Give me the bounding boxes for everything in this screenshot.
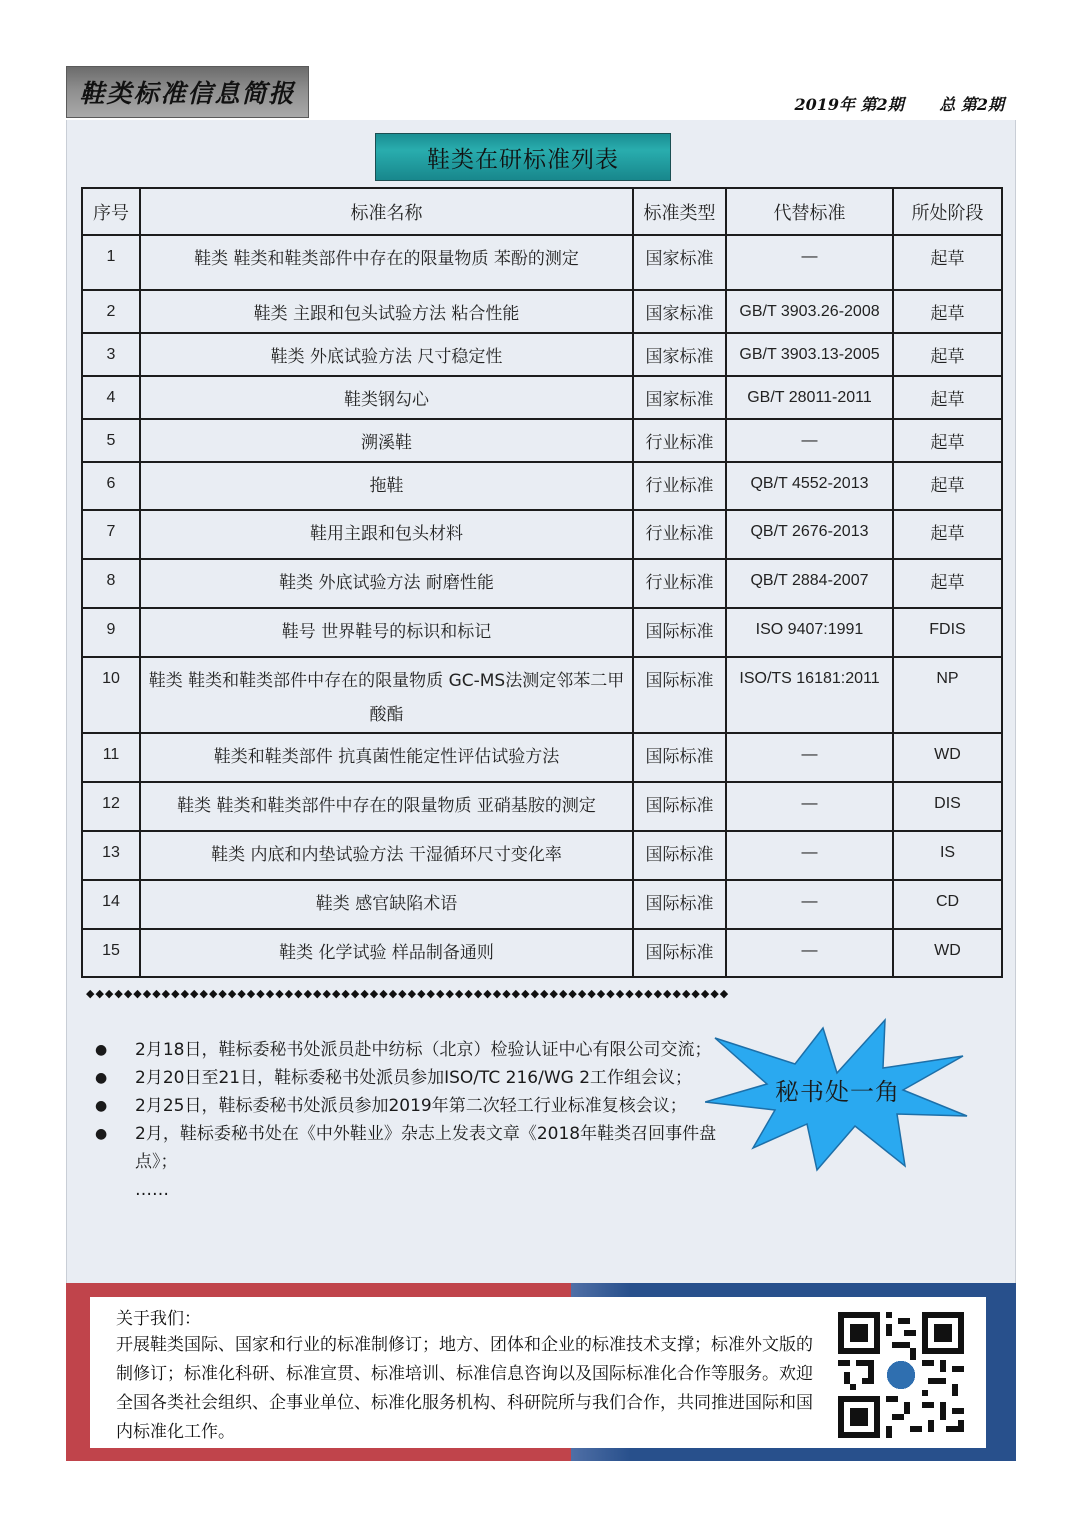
row-name: 鞋类 鞋类和鞋类部件中存在的限量物质 亚硝基胺的测定 bbox=[140, 782, 633, 831]
row-no: 3 bbox=[82, 333, 140, 376]
row-no: 13 bbox=[82, 831, 140, 880]
table-title: 鞋类在研标准列表 bbox=[375, 133, 671, 181]
note-text: 2月，鞋标委秘书处在《中外鞋业》杂志上发表文章《2018年鞋类召回事件盘点》； bbox=[135, 1124, 717, 1172]
notes-ellipsis: …… bbox=[135, 1180, 169, 1200]
table-row bbox=[82, 559, 1002, 608]
column-header-name: 标准名称 bbox=[140, 188, 633, 235]
row-name: 鞋类 化学试验 样品制备通则 bbox=[140, 929, 633, 977]
row-replaces: — bbox=[726, 235, 893, 290]
row-stage: 起草 bbox=[893, 290, 1002, 333]
row-no: 15 bbox=[82, 929, 140, 977]
row-type: 行业标准 bbox=[633, 462, 726, 510]
row-no: 9 bbox=[82, 608, 140, 657]
row-replaces: — bbox=[726, 880, 893, 929]
table-row bbox=[82, 733, 1002, 782]
table-row bbox=[82, 831, 1002, 880]
row-type: 行业标准 bbox=[633, 510, 726, 559]
note-text: 2月18日，鞋标委秘书处派员赴中纺标（北京）检验认证中心有限公司交流； bbox=[135, 1040, 712, 1060]
row-name: 鞋类 鞋类和鞋类部件中存在的限量物质 GC-MS法测定邻苯二甲酸酯 bbox=[140, 657, 633, 733]
row-no: 1 bbox=[82, 235, 140, 290]
row-replaces: GB/T 3903.13-2005 bbox=[726, 333, 893, 376]
row-type: 国家标准 bbox=[633, 376, 726, 419]
table-row bbox=[82, 290, 1002, 333]
about-body: 开展鞋类国际、国家和行业的标准制修订；地方、团体和企业的标准技术支撑；标准外文版的制修订；标准化科研、标准宣贯、标准培训、标准信息咨询以及国际标准化合作等服务。欢迎全国各类社会组织、企事业单位、标准化服务机构、科研院所与我们合作，共同推进国际和国内标准化工作。 bbox=[116, 1335, 813, 1442]
row-stage: 起草 bbox=[893, 559, 1002, 608]
row-name: 鞋类 鞋类和鞋类部件中存在的限量物质 苯酚的测定 bbox=[140, 235, 633, 290]
row-replaces: — bbox=[726, 929, 893, 977]
table-row bbox=[82, 782, 1002, 831]
diamond-divider: ◆◆◆◆◆◆◆◆◆◆◆◆◆◆◆◆◆◆◆◆◆◆◆◆◆◆◆◆◆◆◆◆◆◆◆◆◆◆◆◆◆◆◆◆◆◆◆◆◆◆◆◆◆◆◆◆◆◆◆◆◆◆◆◆◆◆◆◆ bbox=[86, 987, 730, 1000]
row-stage: 起草 bbox=[893, 376, 1002, 419]
row-replaces: GB/T 28011-2011 bbox=[726, 376, 893, 419]
row-no: 12 bbox=[82, 782, 140, 831]
row-stage: DIS bbox=[893, 782, 1002, 831]
masthead bbox=[66, 66, 309, 118]
list-item bbox=[95, 1036, 725, 1064]
qr-logo bbox=[885, 1359, 916, 1390]
row-replaces: QB/T 2676-2013 bbox=[726, 510, 893, 559]
row-type: 国家标准 bbox=[633, 290, 726, 333]
row-name: 拖鞋 bbox=[140, 462, 633, 510]
row-name: 溯溪鞋 bbox=[140, 419, 633, 462]
table-row bbox=[82, 657, 1002, 733]
row-replaces: QB/T 2884-2007 bbox=[726, 559, 893, 608]
row-no: 2 bbox=[82, 290, 140, 333]
row-no: 8 bbox=[82, 559, 140, 608]
table-row bbox=[82, 462, 1002, 510]
row-replaces: — bbox=[726, 782, 893, 831]
row-replaces: GB/T 3903.26-2008 bbox=[726, 290, 893, 333]
row-name: 鞋类 内底和内垫试验方法 干湿循环尺寸变化率 bbox=[140, 831, 633, 880]
row-no: 7 bbox=[82, 510, 140, 559]
row-replaces: ISO/TS 16181:2011 bbox=[726, 657, 893, 733]
issue-number: 2019年 第2期 bbox=[794, 95, 904, 114]
row-type: 行业标准 bbox=[633, 419, 726, 462]
row-stage: NP bbox=[893, 657, 1002, 733]
row-stage: 起草 bbox=[893, 419, 1002, 462]
list-item bbox=[95, 1064, 725, 1092]
table-row bbox=[82, 333, 1002, 376]
column-header-stage: 所处阶段 bbox=[893, 188, 1002, 235]
row-no: 5 bbox=[82, 419, 140, 462]
row-stage: WD bbox=[893, 929, 1002, 977]
row-no: 14 bbox=[82, 880, 140, 929]
row-type: 国际标准 bbox=[633, 782, 726, 831]
row-stage: CD bbox=[893, 880, 1002, 929]
table-row bbox=[82, 929, 1002, 977]
bullet-icon: ● bbox=[95, 1126, 108, 1142]
row-no: 10 bbox=[82, 657, 140, 733]
about-heading: 关于我们： bbox=[116, 1309, 201, 1329]
row-stage: 起草 bbox=[893, 333, 1002, 376]
note-text: 2月20日至21日，鞋标委秘书处派员参加ISO/TC 216/WG 2工作组会议； bbox=[135, 1068, 693, 1088]
table-row bbox=[82, 235, 1002, 290]
bullet-icon: ● bbox=[95, 1098, 108, 1114]
row-replaces: — bbox=[726, 733, 893, 782]
table-row bbox=[82, 608, 1002, 657]
row-name: 鞋类和鞋类部件 抗真菌性能定性评估试验方法 bbox=[140, 733, 633, 782]
bullet-icon: ● bbox=[95, 1042, 108, 1058]
row-type: 国家标准 bbox=[633, 235, 726, 290]
column-header-replaces: 代替标准 bbox=[726, 188, 893, 235]
row-stage: IS bbox=[893, 831, 1002, 880]
row-type: 国际标准 bbox=[633, 608, 726, 657]
row-stage: FDIS bbox=[893, 608, 1002, 657]
row-replaces: ISO 9407:1991 bbox=[726, 608, 893, 657]
row-name: 鞋类钢勾心 bbox=[140, 376, 633, 419]
row-stage: WD bbox=[893, 733, 1002, 782]
row-type: 行业标准 bbox=[633, 559, 726, 608]
row-replaces: — bbox=[726, 419, 893, 462]
column-header-type: 标准类型 bbox=[633, 188, 726, 235]
table-header-row bbox=[82, 188, 1002, 235]
row-name: 鞋用主跟和包头材料 bbox=[140, 510, 633, 559]
row-name: 鞋类 主跟和包头试验方法 粘合性能 bbox=[140, 290, 633, 333]
row-type: 国际标准 bbox=[633, 733, 726, 782]
list-item bbox=[95, 1092, 725, 1120]
row-replaces: QB/T 4552-2013 bbox=[726, 462, 893, 510]
row-name: 鞋号 世界鞋号的标识和标记 bbox=[140, 608, 633, 657]
bullet-icon: ● bbox=[95, 1070, 108, 1086]
row-type: 国家标准 bbox=[633, 333, 726, 376]
row-name: 鞋类 外底试验方法 尺寸稳定性 bbox=[140, 333, 633, 376]
list-item bbox=[95, 1120, 725, 1176]
column-header-no: 序号 bbox=[82, 188, 140, 235]
row-stage: 起草 bbox=[893, 235, 1002, 290]
table-row bbox=[82, 376, 1002, 419]
row-stage: 起草 bbox=[893, 462, 1002, 510]
row-replaces: — bbox=[726, 831, 893, 880]
row-stage: 起草 bbox=[893, 510, 1002, 559]
row-no: 4 bbox=[82, 376, 140, 419]
row-type: 国际标准 bbox=[633, 657, 726, 733]
table-row bbox=[82, 510, 1002, 559]
row-no: 6 bbox=[82, 462, 140, 510]
qr-code-icon bbox=[838, 1312, 964, 1438]
row-name: 鞋类 外底试验方法 耐磨性能 bbox=[140, 559, 633, 608]
note-text: 2月25日，鞋标委秘书处派员参加2019年第二次轻工行业标准复核会议； bbox=[135, 1096, 687, 1116]
row-type: 国际标准 bbox=[633, 880, 726, 929]
row-type: 国际标准 bbox=[633, 831, 726, 880]
badge-label: 秘书处一角 bbox=[775, 1078, 900, 1106]
standards-table bbox=[81, 187, 1003, 978]
total-issue-number: 总 第2期 bbox=[939, 95, 1004, 114]
table-row bbox=[82, 880, 1002, 929]
row-type: 国际标准 bbox=[633, 929, 726, 977]
masthead-title: 鞋类标准信息简报 bbox=[79, 79, 296, 108]
table-row bbox=[82, 419, 1002, 462]
row-name: 鞋类 感官缺陷术语 bbox=[140, 880, 633, 929]
secretariat-notes bbox=[95, 1036, 725, 1204]
row-no: 11 bbox=[82, 733, 140, 782]
issue-info bbox=[794, 92, 1004, 115]
